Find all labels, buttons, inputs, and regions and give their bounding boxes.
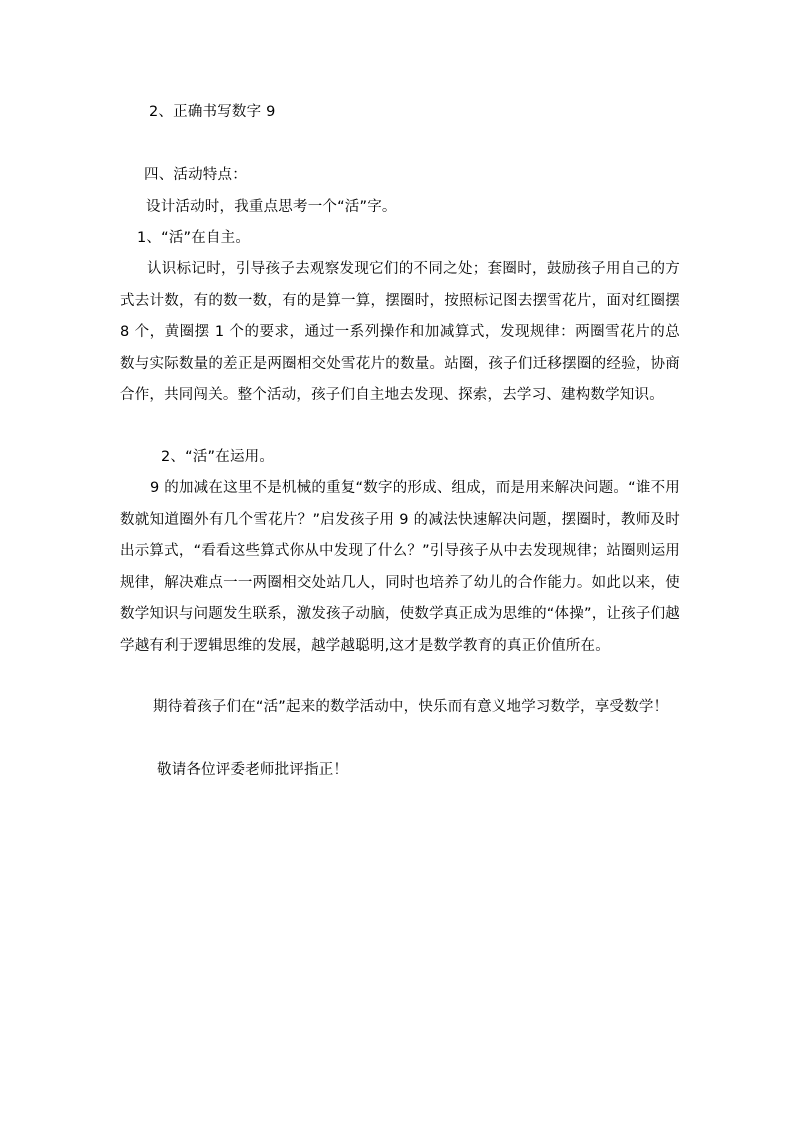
point-1-paragraph: 认识标记时，引导孩子去观察发现它们的不同之处；套圈时，鼓励孩子用自己的方式去计数，有的数一数，有的是算一算，摆圈时，按照标记图去摆雪花片，面对红圈摆 8 个，黄圈摆 1 个的要求，通过一系列操作和加减算式，发现规律：两圈雪花片的总数与实际数量的差正是两圈相交处雪花片的数量。站圈，孩子们迁移摆圈的经验，协商合作，共同闯关。整个活动，孩子们自主地去发现、探索，去学习、建构数学知识。 (120, 261, 680, 404)
point-1-heading: 1、“活”在自主。 (137, 230, 251, 246)
section-four-heading: 四、活动特点： (144, 167, 247, 183)
closing-request-line: 敬请各位评委老师批评指正！ (157, 762, 349, 778)
point-2-heading: 2、“活”在运用。 (161, 449, 275, 465)
intro-line: 设计活动时，我重点思考一个“活”字。 (146, 199, 397, 215)
closing-hope-paragraph: 期待着孩子们在“活”起来的数学活动中，快乐而有意义地学习数学，享受数学！ (153, 699, 669, 715)
item-2-writing-digit: 2、正确书写数字 9 (149, 104, 276, 120)
point-2-paragraph: 9 的加减在这里不是机械的重复“数字的形成、组成，而是用来解决问题。“谁不用数就知道圈外有几个雪花片？”启发孩子用 9 的减法快速解决问题，摆圈时，教师及时出示算式，“看看这些算式你从中发现了什么？”引导孩子从中去发现规律；站圈则运用规律，解决难点一一两圈相交处站几人，同时也培养了幼儿的合作能力。如此以来，使数学知识与问题发生联系，激发孩子动脑，使数学真正成为思维的“体操”，让孩子们越学越有利于逻辑思维的发展，越学越聪明,这才是数学教育的真正价值所在。 (120, 480, 680, 654)
